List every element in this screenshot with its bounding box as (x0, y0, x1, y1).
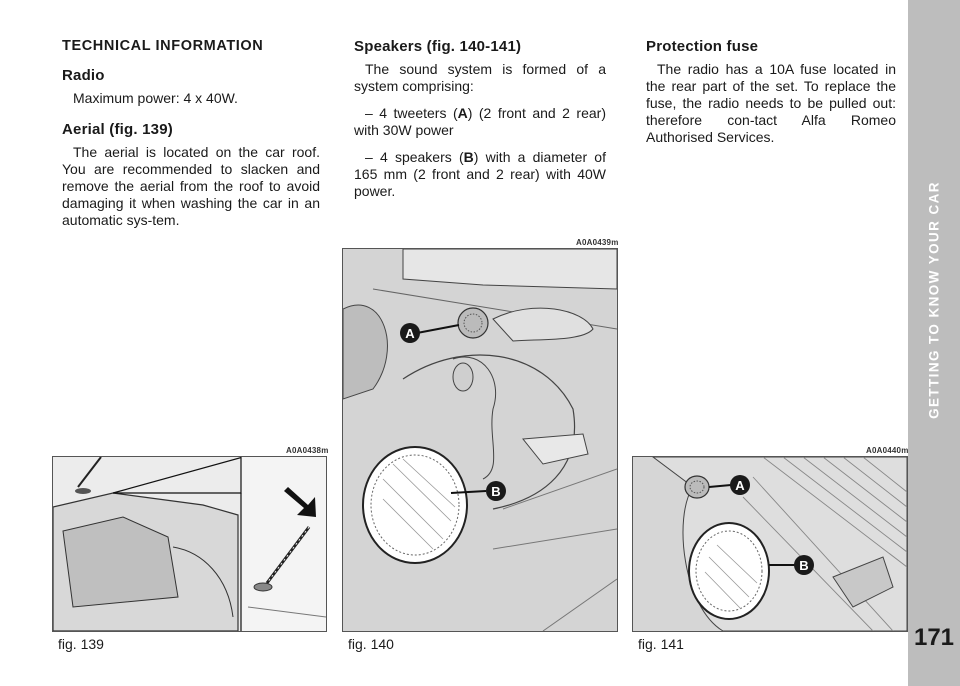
figure-caption: fig. 139 (58, 636, 104, 652)
figure-141-rear-speakers (632, 456, 908, 632)
figure-code: A0A0438m (286, 446, 329, 455)
figure-code: A0A0440m (866, 446, 909, 455)
speakers-heading: Speakers (fig. 140-141) (354, 38, 522, 55)
column-speakers (354, 38, 606, 210)
aerial-text: The aerial is located on the car roof. You are recommended to slacken and remove the aerial from the roof to avoid damaging it when washing the car in an automatic sys-tem. (62, 144, 320, 228)
chapter-title: GETTING TO KNOW YOUR CAR (926, 181, 942, 419)
radio-heading: Radio (62, 67, 105, 84)
figure-140-door-speakers (342, 248, 618, 632)
aerial-heading: Aerial (fig. 139) (62, 121, 173, 138)
figure-caption: fig. 140 (348, 636, 394, 652)
fuse-heading: Protection fuse (646, 38, 759, 55)
figure-caption: fig. 141 (638, 636, 684, 652)
radio-text: Maximum power: 4 x 40W. (73, 90, 238, 106)
figure-code: A0A0439m (576, 238, 619, 247)
tweeters-text: – 4 tweeters (A) (2 front and 2 rear) with 30W power (354, 105, 606, 138)
speakers-text: – 4 speakers (B) with a diameter of 165 mm (2 front and 2 rear) with 40W power. (354, 149, 606, 199)
label-a: A (405, 326, 415, 341)
column-protection-fuse (646, 38, 896, 156)
label-b: B (491, 484, 501, 499)
fuse-text: The radio has a 10A fuse located in the rear part of the set. To replace the fuse, the radio needs to be pulled out: therefore con-tact Alfa Romeo Authorised Services. (646, 61, 896, 145)
label-a: A (735, 478, 745, 493)
figure-139-aerial (52, 456, 327, 632)
section-title: TECHNICAL INFORMATION (62, 38, 264, 54)
page-number: 171 (913, 624, 955, 651)
label-b: B (799, 558, 809, 573)
speakers-intro: The sound system is formed of a system comprising: (354, 61, 606, 94)
column-technical-information (62, 38, 320, 239)
